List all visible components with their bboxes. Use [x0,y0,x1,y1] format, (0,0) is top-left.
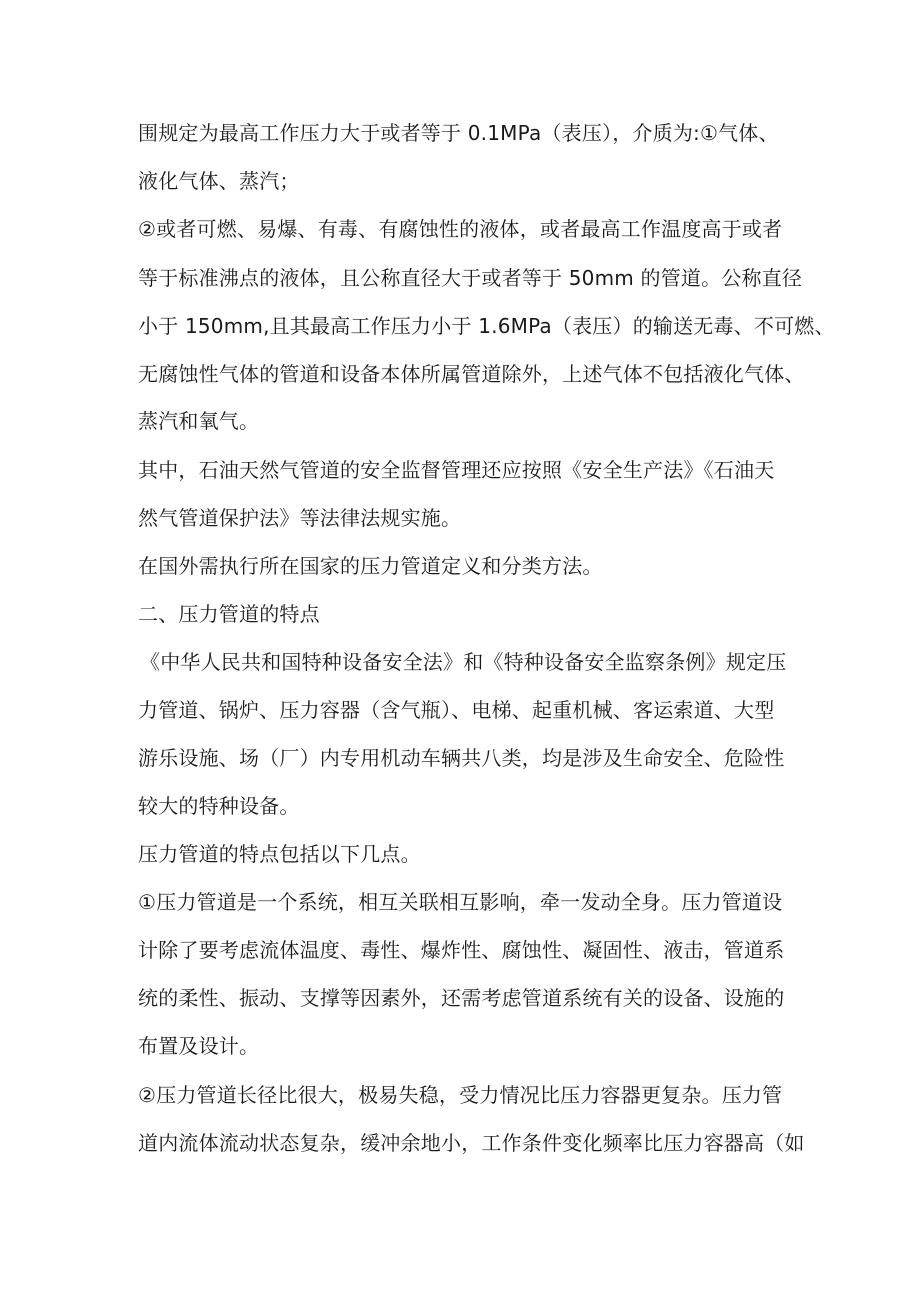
text-line: 压力管道的特点包括以下几点。 [138,842,421,866]
text-line: 然气管道保护法》等法律法规实施。 [138,506,462,530]
text-line: ②压力管道长径比很大，极易失稳，受力情况比压力容器更复杂。压力管 [138,1083,783,1107]
text-line: 无腐蚀性气体的管道和设备本体所属管道除外，上述气体不包括液化气体、 [138,362,805,386]
text-line: 力管道、锅炉、压力容器（含气瓶）、电梯、起重机械、客运索道、大型 [138,698,775,722]
text-line: 小于 150mm,且其最高工作压力小于 1.6MPa（表压）的输送无毒、不可燃、 [138,314,835,338]
text-line: 蒸汽和氧气。 [138,409,260,433]
text-line: 在国外需执行所在国家的压力管道定义和分类方法。 [138,554,603,578]
text-line: 较大的特种设备。 [138,794,300,818]
text-line: ①压力管道是一个系统，相互关联相互影响，牵一发动全身。压力管道设 [138,890,783,914]
text-line: 道内流体流动状态复杂，缓冲余地小，工作条件变化频率比压力容器高（如 [138,1131,805,1155]
section-heading: 二、压力管道的特点 [138,602,320,626]
text-line: 等于标准沸点的液体，且公称直径大于或者等于 50mm 的管道。公称直径 [138,266,803,290]
text-line: 围规定为最高工作压力大于或者等于 0.1MPa（表压），介质为:①气体、 [138,121,779,145]
text-line: ②或者可燃、易爆、有毒、有腐蚀性的液体，或者最高工作温度高于或者 [138,217,783,241]
text-line: 《中华人民共和国特种设备安全法》和《特种设备安全监察条例》规定压 [140,650,787,674]
text-line: 液化气体、蒸汽； [138,169,300,193]
text-line: 统的柔性、振动、支撑等因素外，还需考虑管道系统有关的设备、设施的 [138,986,785,1010]
text-line: 游乐设施、场（厂）内专用机动车辆共八类，均是涉及生命安全、危险性 [138,746,785,770]
text-line: 计除了要考虑流体温度、毒性、爆炸性、腐蚀性、凝固性、液击，管道系 [138,938,785,962]
text-line: 布置及设计。 [138,1034,260,1058]
text-line: 其中，石油天然气管道的安全监督管理还应按照《安全生产法》《石油天 [138,458,775,482]
